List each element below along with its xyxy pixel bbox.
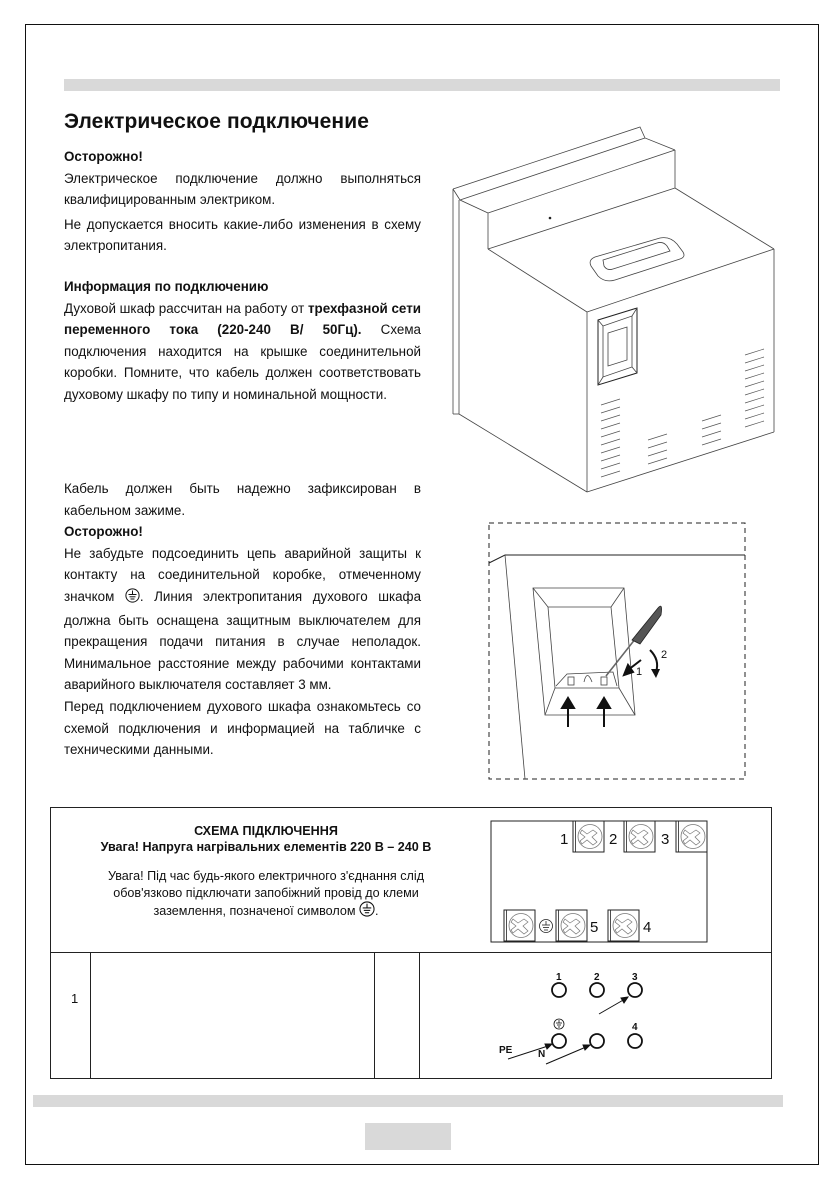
wire-terminal-label-1: 1 — [556, 972, 562, 983]
terminal-hole-n — [590, 1034, 604, 1048]
section-caution-1 — [64, 146, 421, 257]
voltage-warning: Увага! Напруга нагрівальних елементів 220 В – 240 В — [100, 839, 432, 854]
connection-scheme-table — [50, 807, 772, 1079]
caution-heading: Осторожно! — [64, 149, 143, 164]
header-bar — [64, 79, 780, 91]
earth-symbol-icon — [125, 588, 140, 610]
scheme-title: СХЕМА ПІДКЛЮЧЕННЯ — [194, 824, 338, 838]
grounding-note-line-3-end: . — [375, 904, 379, 918]
connection-info-text — [64, 298, 421, 406]
terminal-hole-2 — [590, 983, 604, 997]
grounding-note-line-1: Увага! Під час будь-якого електричного з'єднання слід — [107, 869, 425, 883]
terminal-block-diagram — [489, 818, 711, 946]
connection-info-text-post: Схема подключения находится на крышке соединительной коробки. Помните, что кабель должен соответствовать духовому шкафу по типу и номинальной мощности. — [64, 322, 421, 402]
caution-text-3-post: . Линия электропитания духового шкафа должна быть оснащена защитным выключателем для прекращения подачи питания в случае неполадок. Минимальное расстояние между рабочими контактами аварийного выключателя составляет 3 мм. — [64, 588, 422, 693]
table-col-divider — [419, 952, 420, 1078]
step-label-2: 2 — [661, 649, 668, 661]
caution-heading-2: Осторожно! — [64, 524, 143, 540]
section-connection-info — [64, 276, 421, 406]
caution-text-3 — [64, 543, 421, 696]
junction-box-illustration — [488, 522, 746, 780]
table-header — [51, 824, 481, 922]
grounding-note-line-3 — [51, 901, 481, 922]
table-row-number: 1 — [71, 991, 79, 1006]
connection-info-heading: Информация по подключению — [64, 279, 269, 294]
terminal-hole-4 — [628, 1034, 642, 1048]
connection-info-text-pre: Духовой шкаф рассчитан на работу от — [64, 300, 308, 316]
terminal-hole-3 — [628, 983, 642, 997]
grounding-note — [51, 868, 481, 922]
earth-symbol-icon — [540, 920, 553, 933]
wire-terminal-label-4: 4 — [632, 1022, 638, 1033]
earth-symbol-icon — [554, 1019, 564, 1029]
table-row-divider — [51, 952, 771, 953]
terminal-hole-1 — [552, 983, 566, 997]
terminal-label-4: 4 — [643, 919, 652, 936]
table-col-divider — [374, 952, 375, 1078]
wire-label-n: N — [538, 1049, 546, 1060]
cable-text: Кабель должен быть надежно зафиксирован в кабельном зажиме. — [64, 481, 421, 518]
terminal-label-1: 1 — [560, 831, 569, 848]
wire-terminal-label-3: 3 — [632, 972, 638, 983]
grounding-note-line-2: обов'язково підключати запобіжний провід до клеми — [113, 885, 419, 900]
grounding-note-line-3-text: заземлення, позначеної символом — [153, 904, 360, 918]
connection-info-text-bold: трехфазной сети переменного тока (220-240 В/ 50Гц). — [64, 300, 421, 338]
oven-illustration — [445, 120, 785, 500]
terminal-label-5: 5 — [590, 919, 599, 936]
wire-terminal-label-2: 2 — [594, 972, 600, 983]
wiring-diagram — [491, 968, 651, 1073]
page-title: Электрическое подключение — [64, 110, 369, 133]
step-label-1: 1 — [636, 666, 643, 678]
caution-text-1: Электрическое подключение должно выполняться квалифицированным электриком. — [64, 170, 421, 208]
before-connection-text: Перед подключением духового шкафа ознакомьтесь со схемой подключения и информацией на табличке с техническими данными. — [64, 698, 421, 758]
caution-text-2: Не допускается вносить какие-либо изменения в схему электропитания. — [64, 216, 421, 254]
table-col-divider — [90, 952, 91, 1078]
page-number-box — [365, 1123, 451, 1150]
terminal-label-2: 2 — [609, 831, 618, 848]
earth-symbol-icon — [359, 901, 375, 922]
terminal-label-3: 3 — [661, 831, 670, 848]
footer-bar — [33, 1095, 783, 1107]
caution-text-3-pre: Не забудьте подсоединить цепь аварийной защиты к контакту на соединительной коробке, отмеченному значком — [64, 545, 421, 604]
section-cable — [64, 478, 421, 761]
terminal-hole-pe — [552, 1034, 566, 1048]
wire-label-pe: PE — [499, 1045, 513, 1056]
